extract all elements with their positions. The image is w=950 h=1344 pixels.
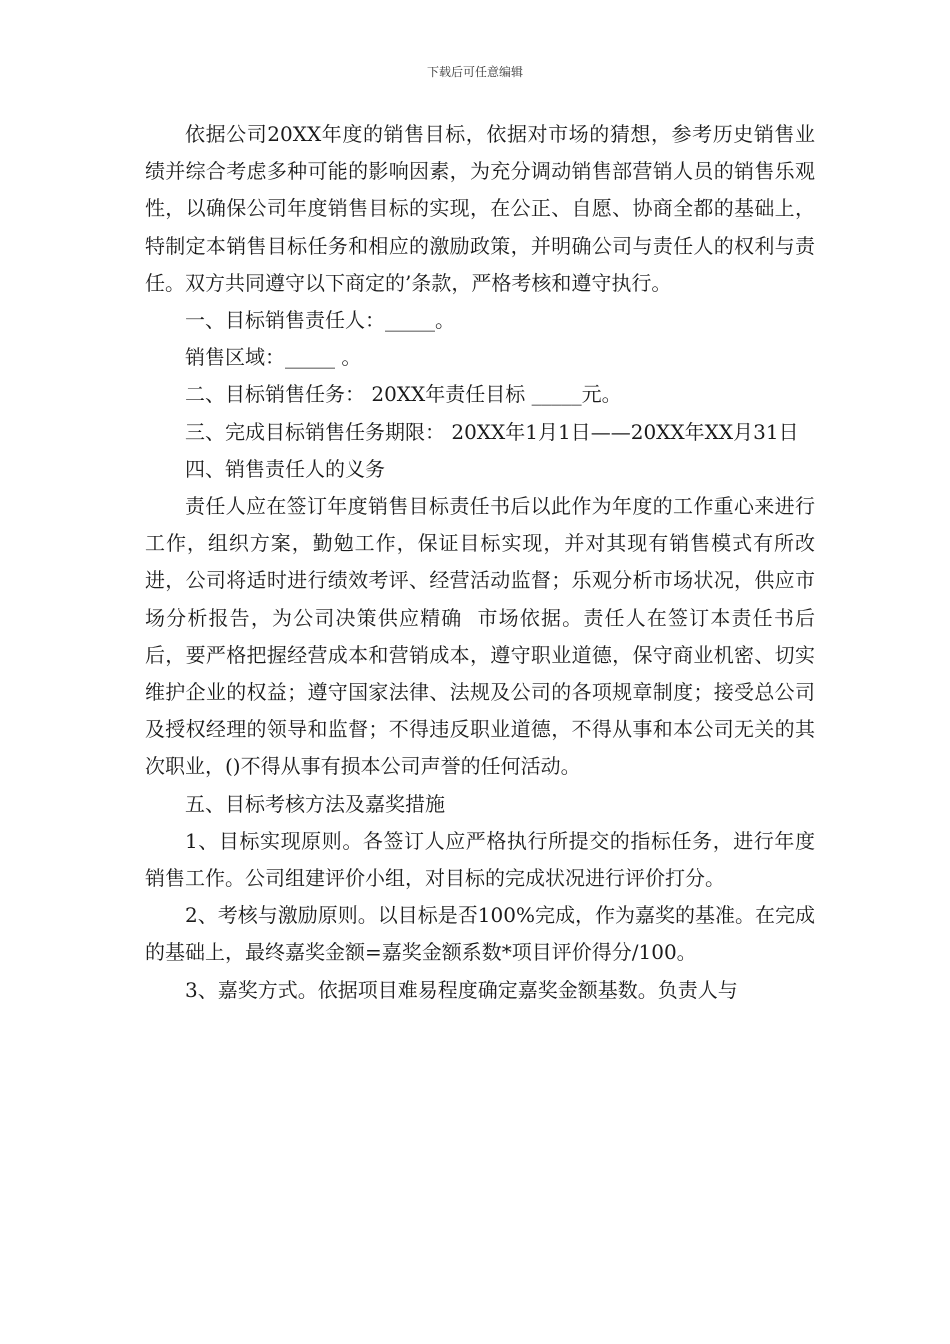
paragraph-task-period: 三、完成目标销售任务期限： 20XX年1月1日——20XX年XX月31日 [185, 419, 799, 444]
paragraph-principle-1: 1、目标实现原则。各签订人应严格执行所提交的指标任务，进行年度销售工作。公司组建评价小组，对目标的完成状况进行评价打分。 [145, 828, 815, 891]
paragraph-obligations: 责任人应在签订年度销售目标责任书后以此作为年度的工作重心来进行工作，组织方案，勤勉工作，保证目标实现，并对其现有销售模式有所改进，公司将适时进行绩效考评、经营活动监督；乐观分析市场状况，供应市场分析报告，为公司决策供应精确 市场依据。责任人在签订本责任书后后，要严格把握经营成本和营销成本，遵守职业道德，保守商业机密、切实维护企业的权益；遵守国家法律、法规及公司的各项规章制度；接受总公司及授权经理的领导和监督；不得违反职业道德，不得从事和本公司无关的其次职业，()不得从事有损本公司声誉的任何活动。 [145, 494, 815, 779]
paragraph-principle-2: 2、考核与激励原则。以目标是否100%完成，作为嘉奖的基准。在完成的基础上，最终嘉奖金额=嘉奖金额系数*项目评价得分/100。 [145, 903, 815, 965]
page-header: 下载后可任意编辑 [426, 65, 523, 79]
section-heading-obligations: 四、销售责任人的义务 [185, 456, 385, 481]
paragraph-sales-task: 二、目标销售任务： 20XX年责任目标 _____元。 [185, 382, 622, 407]
paragraph-principle-3: 3、嘉奖方式。依据项目难易程度确定嘉奖金额基数。负责人与 [185, 977, 738, 1002]
section-heading-assessment: 五、目标考核方法及嘉奖措施 [185, 791, 445, 816]
document-body [145, 116, 815, 1009]
paragraph-intro: 依据公司20XX年度的销售目标，依据对市场的猜想，参考历史销售业绩并综合考虑多种可能的影响因素，为充分调动销售部营销人员的销售乐观性，以确保公司年度销售目标的实现，在公正、自愿、协商全都的基础上，特制定本销售目标任务和相应的激励政策，并明确公司与责任人的权利与责任。双方共同遵守以下商定的’条款，严格考核和遵守执行。 [145, 122, 815, 295]
paragraph-sales-region: 销售区域：_____ 。 [185, 345, 362, 370]
paragraph-responsible-person: 一、目标销售责任人：_____。 [185, 308, 455, 333]
